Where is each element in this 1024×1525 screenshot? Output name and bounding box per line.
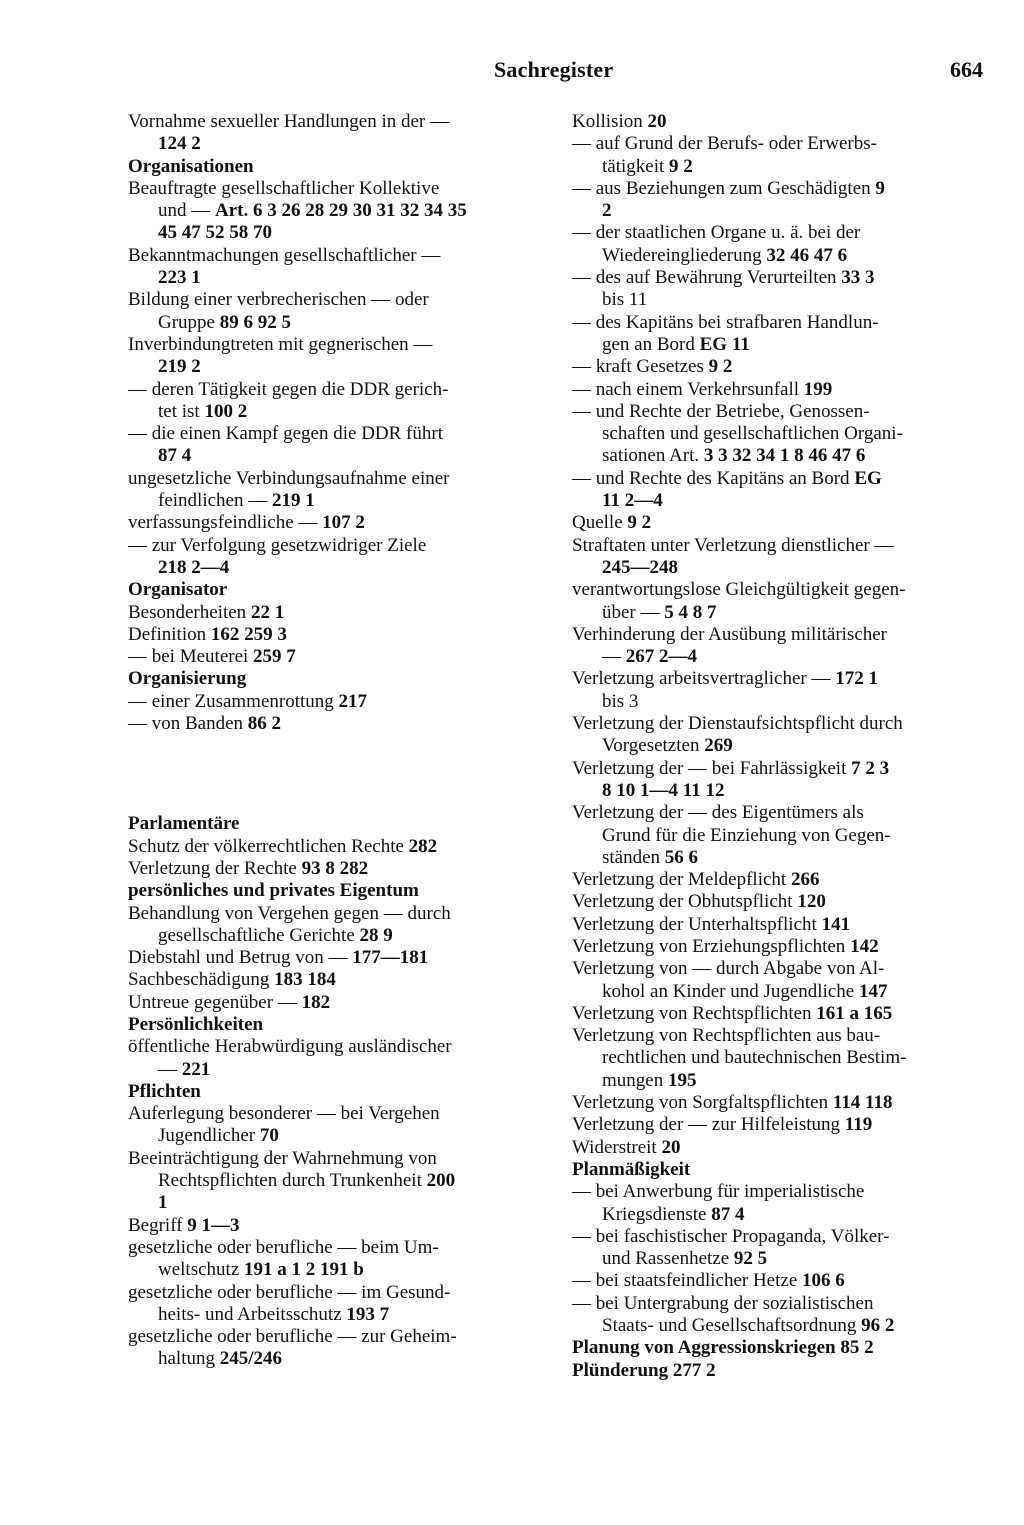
index-entry-line [572, 602, 990, 624]
index-entry-line [128, 490, 546, 512]
entry-reference: 9 [875, 177, 885, 199]
entry-reference: 182 [301, 991, 331, 1013]
entry-reference: 142 [850, 935, 879, 957]
entry-text: öffentliche Herabwürdigung ausländischer [128, 1036, 452, 1058]
index-entry-line [572, 1204, 990, 1226]
index-entry-line [128, 535, 546, 557]
entry-text: bis 11 [602, 289, 648, 311]
index-entry-line [128, 111, 546, 133]
index-entry-line [572, 133, 990, 155]
entry-text: gesetzliche oder berufliche — im Gesund- [128, 1281, 451, 1303]
entry-text: Persönlichkeiten [128, 1013, 264, 1035]
entry-text: Organisierung [128, 668, 247, 690]
entry-reference: 9 2 [627, 512, 652, 534]
entry-text: — [602, 646, 626, 668]
entry-text: feindlichen — [158, 490, 272, 512]
index-entry-line [128, 1348, 546, 1370]
entry-text: schaften und gesellschaftlichen Organi- [602, 423, 903, 445]
entry-reference: 217 [338, 690, 368, 712]
index-entry-line [128, 512, 546, 534]
index-entry-line [128, 1059, 546, 1081]
entry-reference: 266 [790, 869, 820, 891]
entry-text: 223 1 [158, 267, 201, 289]
index-entry-line [572, 200, 990, 222]
entry-reference: 20 [661, 1136, 681, 1158]
entry-reference: 193 7 [346, 1303, 390, 1325]
index-entry-line [128, 1148, 546, 1170]
index-entry-line [128, 1259, 546, 1281]
index-entry-line [572, 156, 990, 178]
index-entry-line [572, 445, 990, 467]
index-entry-line [128, 1282, 546, 1304]
index-entry-line [572, 289, 990, 311]
entry-text: Organisationen [128, 155, 254, 177]
entry-text: Staats- und Gesellschaftsordnung [602, 1315, 862, 1337]
entry-reference: EG [854, 467, 882, 489]
entry-text: Verletzung von Sorgfaltspflichten [572, 1092, 833, 1114]
index-entry-line [128, 1036, 546, 1058]
entry-text: Diebstahl und Betrug von — [128, 947, 353, 969]
entry-reference: 221 [181, 1058, 211, 1080]
index-entry-line [572, 222, 990, 244]
entry-text: Verhinderung der Ausübung militärischer [572, 623, 888, 645]
entry-reference: 147 [858, 980, 888, 1002]
index-entry-line [128, 557, 546, 579]
index-entry-line [128, 624, 546, 646]
entry-text: — auf Grund der Berufs- oder Erwerbs- [572, 133, 877, 155]
index-heading [572, 1159, 990, 1181]
entry-reference: 56 6 [664, 846, 699, 868]
entry-reference: 183 184 [274, 969, 336, 991]
left-column [128, 111, 546, 1371]
index-entry-line [128, 423, 546, 445]
entry-text: Beauftragte gesellschaftlicher Kollektive [128, 177, 440, 199]
entry-text: Kriegsdienste [602, 1203, 712, 1225]
index-entry-line [572, 735, 990, 757]
entry-text: 11 2—4 [602, 490, 663, 512]
entry-reference: 86 2 [247, 713, 282, 735]
entry-text: Schutz der völkerrechtlichen Rechte [128, 835, 409, 857]
entry-text: Kollision [572, 111, 648, 132]
index-entry-line [128, 445, 546, 467]
entry-reference: 107 2 [322, 512, 365, 534]
entry-text: 219 2 [158, 356, 201, 378]
entry-reference: 96 2 [861, 1315, 895, 1337]
entry-text: — des Kapitäns bei strafbaren Handlun- [572, 311, 879, 333]
entry-text: rechtlichen und bautechnischen Bestim- [602, 1047, 907, 1069]
index-entry-line [128, 289, 546, 311]
index-entry-line [572, 512, 990, 534]
entry-text: mungen [602, 1069, 668, 1091]
index-entry-line [572, 557, 990, 579]
index-entry-line [128, 1326, 546, 1348]
index-entry-line [572, 1137, 990, 1159]
entry-text: 87 4 [158, 445, 192, 467]
entry-text: ungesetzliche Verbindungsaufnahme einer [128, 467, 450, 489]
entry-text: Bildung einer verbrecherischen — oder [128, 289, 429, 311]
entry-text: tätigkeit [602, 155, 670, 177]
index-entry-line [128, 267, 546, 289]
index-entry-line [572, 958, 990, 980]
entry-reference: 3 3 32 34 1 8 46 47 6 [703, 445, 866, 467]
index-entry-line [572, 780, 990, 802]
entry-text: sationen Art. [602, 445, 704, 467]
index-entry-line [128, 1304, 546, 1326]
index-entry-line [572, 1114, 990, 1136]
entry-text: Planmäßigkeit [572, 1158, 691, 1180]
entry-reference: 219 1 [271, 490, 315, 512]
entry-text: Planung von Aggressionskriegen [572, 1337, 841, 1359]
entry-text: — von Banden [128, 713, 248, 735]
entry-text: — zur Verfolgung gesetzwidriger Ziele [128, 534, 427, 556]
entry-reference: 161 a 165 [816, 1002, 893, 1024]
index-entry-line [572, 825, 990, 847]
entry-reference: 5 4 8 7 [664, 601, 717, 623]
index-heading [128, 1081, 546, 1103]
entry-reference: 191 a 1 2 191 b [244, 1259, 364, 1281]
entry-text: 245—248 [602, 556, 678, 578]
entry-reference: 172 1 [835, 668, 878, 690]
entry-reference: 119 [844, 1114, 873, 1136]
entry-reference: 22 1 [250, 601, 285, 623]
index-entry-line [572, 490, 990, 512]
entry-text: kohol an Kinder und Jugendliche [602, 980, 859, 1002]
page-title: Sachregister [494, 57, 614, 82]
entry-text: Verletzung der Unterhaltspflicht [572, 913, 822, 935]
entry-reference: 177—181 [352, 947, 429, 969]
entry-reference: 85 2 [840, 1337, 874, 1359]
entry-text: Straftaten unter Verletzung dienstlicher — [572, 534, 894, 556]
index-entry-line [128, 969, 546, 991]
entry-text: bis 3 [602, 690, 639, 712]
index-entry-line [572, 401, 990, 423]
index-entry-line [572, 891, 990, 913]
index-entry-line [128, 1103, 546, 1125]
index-entry-line [572, 914, 990, 936]
entry-text: ständen [602, 846, 665, 868]
entry-reference: 9 1—3 [187, 1214, 240, 1236]
entry-text: Behandlung von Vergehen gegen — durch [128, 902, 451, 924]
entry-reference: 32 46 47 6 [766, 244, 848, 266]
entry-text: gen an Bord [602, 333, 700, 355]
entry-text: — nach einem Verkehrsunfall [572, 378, 804, 400]
entry-text: gesetzliche oder berufliche — beim Um- [128, 1236, 439, 1258]
index-entry-line [572, 178, 990, 200]
entry-text: heits- und Arbeitsschutz [158, 1303, 347, 1325]
entry-text: Auferlegung besonderer — bei Vergehen [128, 1103, 440, 1125]
index-heading [128, 579, 546, 601]
index-entry-line [128, 947, 546, 969]
index-entry-line [572, 802, 990, 824]
entry-text: — die einen Kampf gegen die DDR führt [128, 423, 443, 445]
index-entry-line [572, 1226, 990, 1248]
index-entry-line [128, 1192, 546, 1214]
index-entry-line [128, 379, 546, 401]
index-entry-line [128, 903, 546, 925]
entry-text: — aus Beziehungen zum Geschädigten [572, 177, 876, 199]
entry-text: Sachbeschädigung [128, 969, 275, 991]
entry-text: — deren Tätigkeit gegen die DDR gerich- [128, 378, 449, 400]
entry-reference: 195 [667, 1069, 697, 1091]
entry-text: Verletzung arbeitsvertraglicher — [572, 668, 836, 690]
entry-text: Verletzung der Meldepflicht [572, 869, 791, 891]
entry-text: 124 2 [158, 133, 201, 155]
entry-text: — bei Anwerbung für imperialistische [572, 1181, 865, 1203]
entry-text: persönliches und privates Eigentum [128, 880, 419, 902]
entry-text: Verletzung der — zur Hilfeleistung [572, 1114, 845, 1136]
index-entry-line [572, 245, 990, 267]
index-entry-line [128, 401, 546, 423]
entry-text: — der staatlichen Organe u. ä. bei der [572, 222, 861, 244]
index-entry-line [128, 713, 546, 735]
entry-text: — bei Meuterei [128, 646, 254, 668]
index-entry-line [128, 1170, 546, 1192]
index-entry-line [572, 1070, 990, 1092]
index-entry-line [128, 836, 546, 858]
page-number: 664 [950, 57, 983, 82]
entry-text: Vorgesetzten [602, 735, 705, 757]
index-entry-line [572, 1047, 990, 1069]
index-entry-line [128, 992, 546, 1014]
index-entry-line [572, 379, 990, 401]
entry-text: Grund für die Einziehung von Gegen- [602, 824, 891, 846]
entry-text: — bei staatsfeindlicher Hetze [572, 1270, 803, 1292]
entry-reference: 89 6 92 5 [219, 311, 291, 333]
entry-text: Gruppe [158, 311, 220, 333]
index-entry-line [572, 847, 990, 869]
index-entry-line [572, 579, 990, 601]
index-entry-line [128, 356, 546, 378]
entry-reference: 200 [426, 1170, 456, 1192]
index-entry-line [128, 468, 546, 490]
entry-text: Wiedereingliederung [602, 244, 767, 266]
entry-text: — kraft Gesetzes [572, 356, 709, 378]
entry-text: Untreue gegenüber — [128, 991, 302, 1013]
entry-text: Organisator [128, 579, 228, 601]
index-entry-line [128, 858, 546, 880]
index-entry-line [572, 869, 990, 891]
entry-text: Verletzung der — bei Fahrlässigkeit [572, 757, 852, 779]
entry-text: Besonderheiten [128, 601, 251, 623]
entry-reference: 259 7 [253, 646, 296, 668]
entry-reference: EG 11 [699, 333, 750, 355]
entry-reference: 100 2 [204, 400, 248, 422]
entry-text: — einer Zusammenrottung [128, 690, 339, 712]
index-entry-line [572, 758, 990, 780]
entry-text: Verletzung der Dienstaufsichtspflicht durch [572, 713, 903, 735]
entry-reference: 93 8 282 [301, 857, 369, 879]
entry-text: über — [602, 601, 665, 623]
entry-text: Quelle [572, 512, 628, 534]
index-heading [128, 668, 546, 690]
entry-text: verfassungsfeindliche — [128, 512, 323, 534]
entry-text: haltung [158, 1348, 220, 1370]
index-heading [572, 1337, 990, 1359]
entry-text: Bekanntmachungen gesellschaftlicher — [128, 244, 441, 266]
index-heading [128, 1014, 546, 1036]
index-entry-line [572, 668, 990, 690]
entry-text: Parlamentäre [128, 813, 240, 835]
entry-text: — bei Untergrabung der sozialistischen [572, 1292, 874, 1314]
entry-reference: 87 4 [711, 1203, 745, 1225]
index-heading [128, 813, 546, 835]
index-entry-line [572, 936, 990, 958]
entry-reference: 20 [647, 111, 667, 132]
entry-reference: 33 3 [841, 267, 875, 289]
index-heading [572, 1360, 990, 1382]
index-entry-line [572, 111, 990, 133]
entry-text: — [158, 1058, 182, 1080]
index-entry-line [128, 133, 546, 155]
index-entry-line [572, 1293, 990, 1315]
entry-text: 8 10 1—4 11 12 [602, 779, 725, 801]
index-entry-line [128, 245, 546, 267]
entry-text: Pflichten [128, 1080, 201, 1102]
entry-text: gesetzliche oder berufliche — zur Geheim- [128, 1326, 457, 1348]
entry-text: — bei faschistischer Propaganda, Völker- [572, 1225, 890, 1247]
entry-reference: Art. 6 3 26 28 29 30 31 32 34 35 [215, 200, 467, 222]
section-gap [128, 735, 546, 813]
entry-text: Jugendlicher [158, 1125, 260, 1147]
entry-text: — und Rechte der Betriebe, Genossen- [572, 400, 870, 422]
index-heading [128, 156, 546, 178]
index-entry-line [128, 200, 546, 222]
index-entry-line [572, 334, 990, 356]
entry-text: Verletzung von Erziehungspflichten [572, 935, 851, 957]
index-entry-line [128, 312, 546, 334]
entry-text: 45 47 52 58 70 [158, 222, 272, 244]
index-entry-line [572, 1181, 990, 1203]
entry-text: 1 [158, 1192, 168, 1214]
entry-text: Widerstreit [572, 1136, 662, 1158]
entry-text: Plünderung [572, 1359, 673, 1381]
entry-text: Begriff [128, 1214, 188, 1236]
entry-text: tet ist [158, 400, 205, 422]
index-entry-line [128, 1125, 546, 1147]
index-entry-line [128, 1237, 546, 1259]
entry-reference: 269 [704, 735, 733, 757]
index-entry-line [572, 1315, 990, 1337]
index-entry-line [572, 1003, 990, 1025]
entry-text: Inverbindungtreten mit gegnerischen — [128, 333, 433, 355]
index-entry-line [128, 602, 546, 624]
entry-reference: 9 2 [708, 356, 733, 378]
entry-text: Verletzung von Rechtspflichten [572, 1002, 817, 1024]
entry-reference: 120 [797, 891, 826, 913]
entry-reference: 245/246 [219, 1348, 283, 1370]
entry-reference: 28 9 [359, 924, 393, 946]
index-entry-line [572, 468, 990, 490]
index-entry-line [572, 267, 990, 289]
entry-text: Rechtspflichten durch Trunkenheit [158, 1170, 427, 1192]
index-entry-line [128, 334, 546, 356]
entry-text: — und Rechte des Kapitäns an Bord [572, 467, 855, 489]
index-entry-line [572, 691, 990, 713]
index-entry-line [128, 222, 546, 244]
entry-text: und Rassenhetze [602, 1248, 734, 1270]
entry-text: gesellschaftliche Gerichte [158, 924, 360, 946]
entry-reference: 141 [821, 913, 851, 935]
entry-text: und — [158, 200, 215, 222]
entry-reference: 199 [803, 378, 833, 400]
entry-text: Verletzung von — durch Abgabe von Al- [572, 958, 885, 980]
entry-text: verantwortungslose Gleichgültigkeit gegen- [572, 579, 906, 601]
index-entry-line [572, 713, 990, 735]
index-entry-line [128, 646, 546, 668]
entry-reference: 162 259 3 [210, 623, 287, 645]
index-entry-line [128, 178, 546, 200]
index-entry-line [572, 646, 990, 668]
entry-reference: 70 [259, 1125, 279, 1147]
index-entry-line [128, 691, 546, 713]
entry-reference: 106 6 [802, 1270, 845, 1292]
entry-text: 218 2—4 [158, 556, 230, 578]
entry-reference: 9 2 [669, 155, 693, 177]
index-entry-line [572, 1248, 990, 1270]
index-entry-line [572, 535, 990, 557]
entry-text: Definition [128, 623, 211, 645]
entry-text: weltschutz [158, 1259, 245, 1281]
entry-text: 2 [602, 200, 612, 222]
index-heading [128, 880, 546, 902]
right-column [572, 111, 990, 1382]
entry-text: Verletzung der Rechte [128, 857, 302, 879]
entry-text: — des auf Bewährung Verurteilten [572, 267, 842, 289]
entry-reference: 7 2 3 [851, 757, 890, 779]
index-entry-line [572, 356, 990, 378]
index-entry-line [128, 1215, 546, 1237]
entry-text: Vornahme sexueller Handlungen in der — [128, 111, 449, 132]
index-entry-line [572, 981, 990, 1003]
index-entry-line [128, 925, 546, 947]
entry-text: Verletzung der Obhutspflicht [572, 891, 798, 913]
index-entry-line [572, 423, 990, 445]
index-entry-line [572, 1092, 990, 1114]
entry-reference: 114 118 [832, 1092, 893, 1114]
entry-reference: 282 [408, 835, 438, 857]
index-entry-line [572, 312, 990, 334]
entry-reference: 92 5 [733, 1248, 768, 1270]
index-entry-line [572, 624, 990, 646]
index-entry-line [572, 1270, 990, 1292]
entry-text: Verletzung von Rechtspflichten aus bau- [572, 1025, 881, 1047]
entry-reference: 277 2 [672, 1359, 716, 1381]
entry-text: Verletzung der — des Eigentümers als [572, 802, 864, 824]
index-entry-line [572, 1025, 990, 1047]
entry-text: Beeinträchtigung der Wahrnehmung von [128, 1147, 437, 1169]
entry-reference: 267 2—4 [625, 646, 697, 668]
